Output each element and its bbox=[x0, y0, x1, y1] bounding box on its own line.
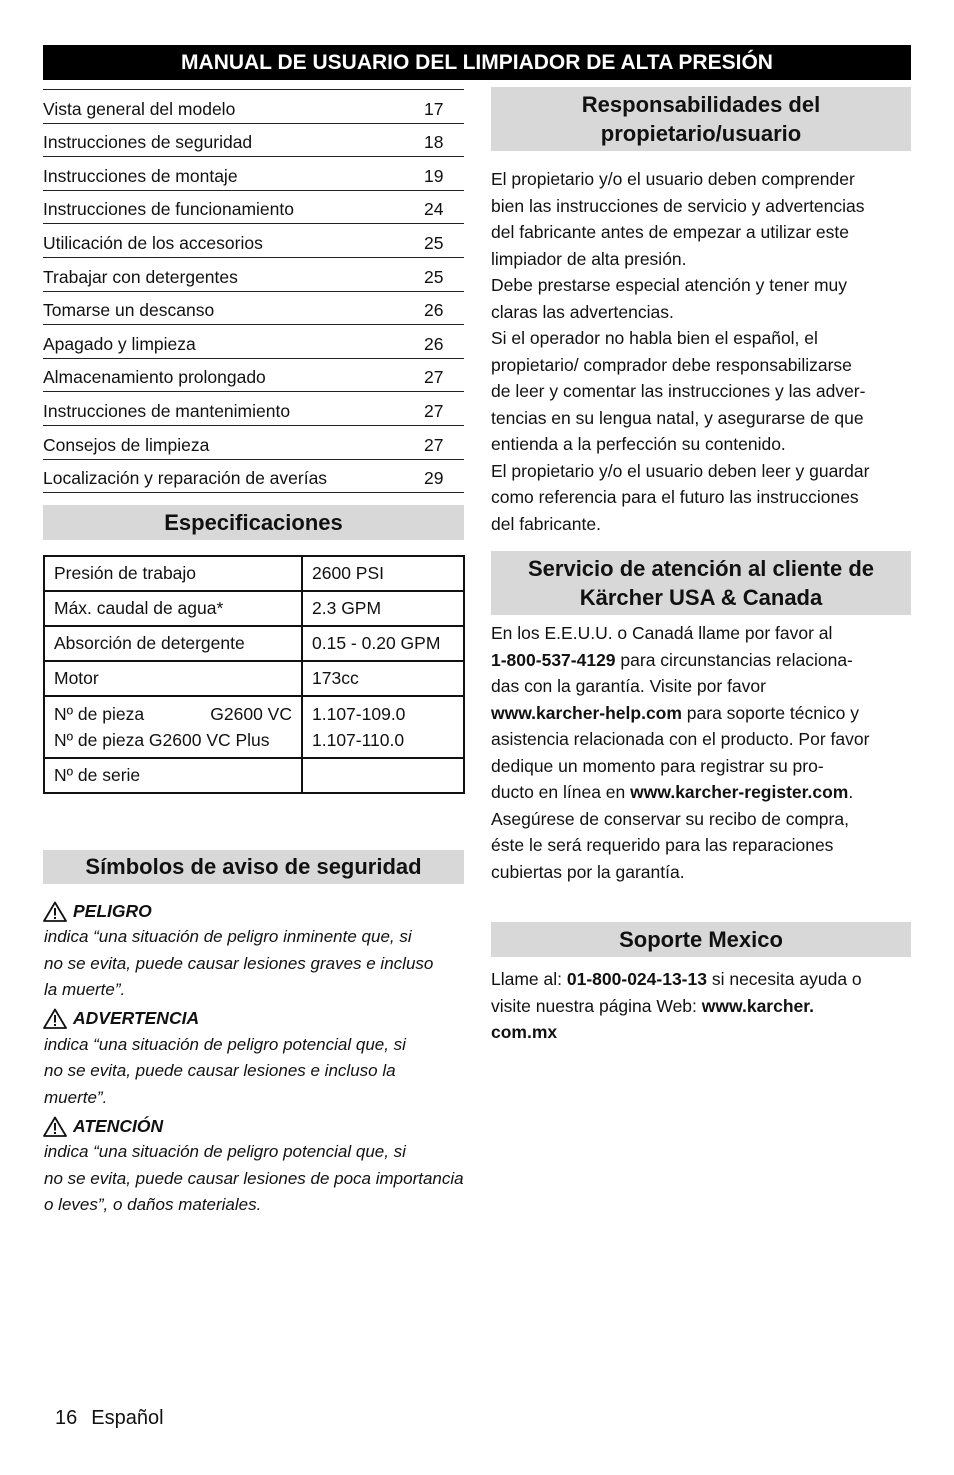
toc-page: 27 bbox=[424, 434, 444, 455]
part-key-1-model: G2600 VC bbox=[210, 704, 292, 725]
text-line: para circunstancias relaciona- bbox=[615, 649, 853, 670]
responsibilities-heading bbox=[491, 87, 911, 151]
text-line: Llame al: bbox=[491, 969, 567, 989]
text-line: tencias en su lengua natal, y asegurarse de que bbox=[491, 407, 864, 428]
service-heading-line: Servicio de atención al cliente de bbox=[527, 556, 875, 581]
service-text bbox=[491, 620, 911, 885]
text-line: indica “una situación de peligro potencial que, si bbox=[44, 1142, 406, 1162]
text-line: de leer y comentar las instrucciones y las adver- bbox=[491, 381, 866, 401]
specs-heading: Especificaciones bbox=[43, 505, 464, 540]
text-line: El propietario y/o el usuario deben leer y guardar bbox=[491, 460, 870, 481]
toc-label: Almacenamiento prolongado bbox=[43, 367, 266, 388]
table-row bbox=[44, 758, 464, 793]
text-line: del fabricante. bbox=[491, 513, 601, 534]
spec-value: 0.15 - 0.20 GPM bbox=[302, 626, 464, 661]
spec-key: Presión de trabajo bbox=[44, 556, 302, 591]
text-line: asistencia relacionada con el producto. Por favor bbox=[491, 729, 870, 749]
spec-key: Máx. caudal de agua* bbox=[44, 591, 302, 626]
spec-key: Motor bbox=[44, 661, 302, 696]
text-line: limpiador de alta presión. bbox=[491, 248, 687, 269]
toc-page: 25 bbox=[424, 266, 444, 287]
text-line: dedique un momento para registrar su pro- bbox=[491, 755, 824, 776]
part-number-values bbox=[302, 696, 464, 758]
toc-label: Consejos de limpieza bbox=[43, 434, 210, 455]
mexico-link[interactable]: com.mx bbox=[491, 1022, 558, 1042]
spec-value: 2600 PSI bbox=[302, 556, 464, 591]
text-line: como referencia para el futuro las instrucciones bbox=[491, 487, 859, 507]
toc-page: 24 bbox=[424, 199, 444, 220]
responsibilities-heading-line: Responsabilidades del bbox=[581, 92, 821, 117]
service-heading bbox=[491, 551, 911, 615]
service-heading-line: Kärcher USA & Canada bbox=[579, 585, 823, 610]
text-line: del fabricante antes de empezar a utilizar este bbox=[491, 222, 849, 242]
warning-block bbox=[43, 1006, 464, 1112]
text-line: o leves”, o daños materiales. bbox=[44, 1195, 262, 1215]
toc-page: 17 bbox=[424, 98, 444, 119]
table-row bbox=[44, 591, 464, 626]
serial-key: Nº de serie bbox=[44, 758, 302, 793]
service-phone: 1-800-537-4129 bbox=[491, 649, 616, 670]
toc-page: 27 bbox=[424, 400, 444, 421]
warning-description bbox=[43, 1139, 464, 1219]
table-row bbox=[44, 626, 464, 661]
mexico-text bbox=[491, 966, 911, 1046]
warning-label: ATENCIÓN bbox=[73, 1115, 164, 1136]
toc-row[interactable] bbox=[43, 325, 464, 359]
toc-row[interactable] bbox=[43, 292, 464, 326]
text-line: no se evita, puede causar lesiones de poca importancia bbox=[44, 1168, 464, 1188]
warning-triangle-icon bbox=[43, 1008, 73, 1029]
responsibilities-text bbox=[491, 166, 911, 537]
text-line: bien las instrucciones de servicio y advertencias bbox=[491, 195, 865, 216]
toc-label: Utilicación de los accesorios bbox=[43, 232, 263, 253]
toc-row[interactable] bbox=[43, 359, 464, 393]
part-value-1: 1.107-109.0 bbox=[312, 704, 406, 725]
toc-row[interactable] bbox=[43, 392, 464, 426]
text-line: propietario/ comprador debe responsabilizarse bbox=[491, 354, 852, 375]
text-line: claras las advertencias. bbox=[491, 301, 674, 322]
toc-label: Instrucciones de funcionamiento bbox=[43, 199, 294, 220]
text-line: si necesita ayuda o bbox=[706, 969, 862, 989]
toc-page: 29 bbox=[424, 468, 444, 489]
toc-label: Localización y reparación de averías bbox=[43, 468, 328, 489]
page-number: 16 bbox=[55, 1407, 78, 1429]
table-row bbox=[44, 556, 464, 591]
warning-label: ADVERTENCIA bbox=[73, 1008, 200, 1029]
specs-table bbox=[43, 555, 465, 794]
part-value-2: 1.107-110.0 bbox=[312, 730, 405, 751]
toc-row[interactable] bbox=[43, 426, 464, 460]
mexico-link[interactable]: www.karcher. bbox=[701, 995, 814, 1016]
warning-block bbox=[43, 1113, 464, 1219]
text-line: muerte”. bbox=[44, 1087, 108, 1107]
text-line: éste le será requerido para las reparaciones bbox=[491, 835, 834, 855]
toc-label: Instrucciones de seguridad bbox=[43, 132, 253, 153]
text-line: no se evita, puede causar lesiones graves e incluso bbox=[44, 953, 434, 973]
page-title: MANUAL DE USUARIO DEL LIMPIADOR DE ALTA PRESIÓN bbox=[43, 45, 911, 80]
toc-page: 19 bbox=[424, 165, 444, 186]
toc-row[interactable] bbox=[43, 191, 464, 225]
toc-page: 27 bbox=[424, 367, 444, 388]
text-line: Debe prestarse especial atención y tener muy bbox=[491, 275, 848, 295]
toc-label: Instrucciones de mantenimiento bbox=[43, 400, 291, 421]
toc-row[interactable] bbox=[43, 258, 464, 292]
warning-description bbox=[43, 924, 464, 1004]
serial-value bbox=[302, 758, 464, 793]
text-line: . bbox=[848, 782, 854, 802]
spec-key: Absorción de detergente bbox=[44, 626, 302, 661]
warning-title bbox=[43, 1006, 464, 1032]
warning-description bbox=[43, 1032, 464, 1112]
text-line: Si el operador no habla bien el español, el bbox=[491, 328, 818, 348]
toc-label: Instrucciones de montaje bbox=[43, 165, 238, 186]
toc-page: 26 bbox=[424, 333, 444, 354]
text-line: En los E.E.U.U. o Canadá llame por favor al bbox=[491, 623, 833, 643]
text-line: indica “una situación de peligro potencial que, si bbox=[44, 1034, 406, 1054]
page-footer bbox=[55, 1407, 178, 1430]
text-line: cubiertas por la garantía. bbox=[491, 861, 685, 882]
text-line: indica “una situación de peligro inminente que, si bbox=[44, 927, 412, 947]
warning-triangle-icon bbox=[43, 1116, 73, 1137]
toc-row[interactable] bbox=[43, 157, 464, 191]
register-link[interactable]: www.karcher-register.com bbox=[630, 782, 849, 802]
left-column bbox=[43, 89, 464, 1221]
right-column bbox=[491, 87, 911, 1046]
help-link[interactable]: www.karcher-help.com bbox=[491, 702, 682, 723]
toc-label: Apagado y limpieza bbox=[43, 333, 196, 354]
toc-row[interactable] bbox=[43, 224, 464, 258]
warning-title bbox=[43, 1113, 464, 1139]
part-key-1: Nº de pieza bbox=[54, 704, 145, 725]
table-row bbox=[44, 696, 464, 758]
part-key-2: Nº de pieza G2600 VC Plus bbox=[54, 730, 270, 751]
text-line: visite nuestra página Web: bbox=[491, 995, 702, 1016]
toc-label: Tomarse un descanso bbox=[43, 300, 215, 321]
toc-label: Trabajar con detergentes bbox=[43, 266, 238, 287]
warning-label: PELIGRO bbox=[73, 900, 152, 921]
table-row bbox=[44, 661, 464, 696]
toc-page: 26 bbox=[424, 300, 444, 321]
toc-label: Vista general del modelo bbox=[43, 98, 236, 119]
text-line: das con la garantía. Visite por favor bbox=[491, 676, 766, 696]
spec-value: 2.3 GPM bbox=[302, 591, 464, 626]
toc-row[interactable] bbox=[43, 460, 464, 494]
warning-title bbox=[43, 898, 464, 924]
toc-row[interactable] bbox=[43, 90, 464, 124]
symbols-heading: Símbolos de aviso de seguridad bbox=[43, 850, 464, 884]
text-line: ducto en línea en bbox=[491, 782, 631, 802]
text-line: entienda a la perfección su contenido. bbox=[491, 434, 786, 454]
text-line: la muerte”. bbox=[44, 980, 126, 1000]
part-number-keys bbox=[44, 696, 302, 758]
text-line: no se evita, puede causar lesiones e incluso la bbox=[44, 1061, 396, 1081]
mexico-heading: Soporte Mexico bbox=[491, 922, 911, 957]
toc-page: 25 bbox=[424, 232, 444, 253]
warning-block bbox=[43, 898, 464, 1004]
warning-list bbox=[43, 898, 464, 1219]
toc-page: 18 bbox=[424, 132, 444, 153]
text-line: Asegúrese de conservar su recibo de compra, bbox=[491, 808, 849, 829]
text-line: El propietario y/o el usuario deben comprender bbox=[491, 169, 855, 189]
responsibilities-heading-line: propietario/usuario bbox=[600, 121, 802, 146]
warning-triangle-icon bbox=[43, 901, 73, 922]
text-line: para soporte técnico y bbox=[681, 702, 859, 723]
mexico-phone: 01-800-024-13-13 bbox=[566, 969, 707, 989]
toc-row[interactable] bbox=[43, 124, 464, 158]
table-of-contents bbox=[43, 89, 464, 493]
footer-language: Español bbox=[91, 1407, 164, 1429]
spec-value: 173cc bbox=[302, 661, 464, 696]
